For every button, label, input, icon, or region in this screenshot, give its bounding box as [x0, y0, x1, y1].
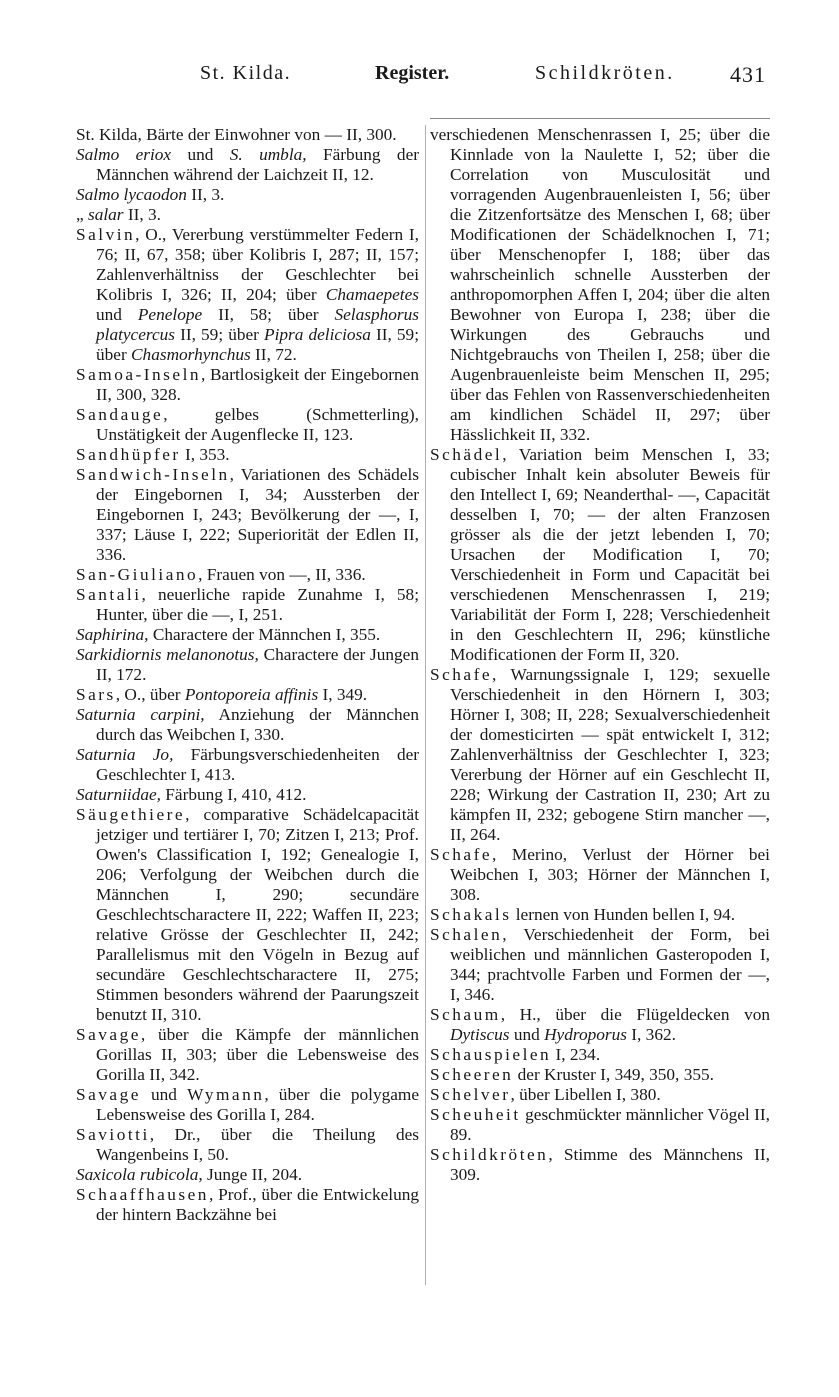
- entry-text: , neuerliche rapide Zunahme I, 58; Hunter, über die —, I, 251.: [96, 585, 419, 624]
- header-right-keyword: Schildkröten.: [535, 62, 675, 84]
- entry-text: „: [76, 205, 88, 224]
- entry-text: , O., Vererbung verstümmelter Federn I, 76; II, 67, 358; über Kolibris I, 287; II, 157; Zahlenverhältniss der Geschlechter bei Kolibris I, 326; II, 204; über: [96, 225, 419, 304]
- italic-term: Salmo lycaodon: [76, 185, 187, 204]
- index-entry: [76, 185, 419, 205]
- italic-term: S. umbla,: [229, 145, 307, 164]
- page-number: 431: [730, 62, 766, 87]
- entry-text: lernen von Hunden bellen I, 94.: [511, 905, 736, 924]
- entry-keyword: Scheuheit: [430, 1105, 521, 1124]
- index-entry: [430, 1145, 770, 1185]
- index-entry: [430, 1065, 770, 1085]
- entry-text: Junge II, 204.: [202, 1165, 303, 1184]
- entry-keyword: Schaum: [430, 1005, 501, 1024]
- entry-keyword: Wymann: [187, 1085, 265, 1104]
- entry-text: , Stimme des Männchens II, 309.: [450, 1145, 770, 1184]
- entry-text: und: [509, 1025, 545, 1044]
- entry-keyword: Santali: [76, 585, 142, 604]
- entry-text: geschmückter männlicher Vögel II, 89.: [450, 1105, 770, 1144]
- entry-text: der Kruster I, 349, 350, 355.: [513, 1065, 714, 1084]
- index-entry: [76, 365, 419, 405]
- index-entry: [76, 1025, 419, 1085]
- index-entry: [430, 665, 770, 845]
- entry-text: St. Kilda, Bärte der Einwohner von — II, 300.: [76, 125, 397, 144]
- entry-text: Charactere der Jungen II, 172.: [96, 645, 419, 684]
- index-column-right: [430, 125, 770, 1185]
- entry-text: , Merino, Verlust der Hörner bei Weibchen I, 303; Hörner der Männchen I, 308.: [450, 845, 770, 904]
- index-entry: [430, 125, 770, 445]
- index-entry: [76, 1125, 419, 1165]
- italic-term: Pipra deliciosa: [264, 325, 371, 344]
- entry-keyword: Schauspielen: [430, 1045, 552, 1064]
- entry-text: verschiedenen Menschenrassen I, 25; über die Kinnlade von la Naulette I, 52; über die Correlation von Musculosität und vorragenden Augenbrauenleisten I, 56; über die Zitzenfortsätze des Menschen I, 68; über Modificationen der Schädelknochen I, 71; über Menschenopfer I, 188; über das wahrscheinlich schnelle Aussterben der anthropomorphen Affen I, 204; über die alten Bewohner von Europa I, 238; über die Wirkungen des Gebrauchs und Nichtgebrauchs von Theilen I, 258; über die Augenbrauenleiste beim Menschen II, 295; über das Fehlen von Rassenverschiedenheiten am kindlichen Schädel II, 297; über Hässlichkeit II, 332.: [430, 125, 770, 444]
- entry-keyword: San-Giuliano: [76, 565, 199, 584]
- entry-text: , H., über die Flügeldecken von: [500, 1005, 770, 1024]
- italic-term: Saturnia Jo,: [76, 745, 174, 764]
- index-entry: [430, 1005, 770, 1045]
- index-entry: [76, 1185, 419, 1225]
- index-entry: [76, 465, 419, 565]
- header-section-title: Register.: [375, 62, 450, 84]
- entry-text: I, 353.: [180, 445, 230, 464]
- index-entry: [76, 1165, 419, 1185]
- index-entry: [430, 1105, 770, 1145]
- italic-term: Dytiscus: [450, 1025, 510, 1044]
- entry-text: , Warnungssignale I, 129; sexuelle Verschiedenheit in den Hörnern I, 303; Hörner I, 308; II, 228; Sexualverschiedenheit der domesticirten — spät entwickelt I, 312; Zahlenverhältniss der Geschlechter I, 323; Vererbung der Hörner auf ein Geschlecht II, 228; Wirkung der Castration II, 230; Art zu kämpfen II, 232; gebogene Stirn mancher —, II, 264.: [450, 665, 770, 844]
- entry-text: , über Libellen I, 380.: [510, 1085, 661, 1104]
- italic-term: Saturnia carpini,: [76, 705, 205, 724]
- index-entry: [76, 225, 419, 365]
- italic-term: Saphirina,: [76, 625, 149, 644]
- entry-text: , Dr., über die Theilung des Wangenbeins I, 50.: [96, 1125, 419, 1164]
- entry-text: Anziehung der Männchen durch das Weibchen I, 330.: [96, 705, 419, 744]
- entry-keyword: Schalen: [430, 925, 503, 944]
- column-divider: [425, 125, 426, 1285]
- italic-term: Chasmorhynchus: [131, 345, 251, 364]
- index-entry: [76, 805, 419, 1025]
- entry-text: Charactere der Männchen I, 355.: [148, 625, 381, 644]
- entry-keyword: Schildkröten: [430, 1145, 549, 1164]
- entry-text: , Verschiedenheit der Form, bei weiblichen und männlichen Gasteropoden I, 344; prachtvolle Farben und Formen der —, I, 346.: [450, 925, 770, 1004]
- entry-text: , Bartlosigkeit der Eingebornen II, 300, 328.: [96, 365, 419, 404]
- entry-text: , Variation beim Menschen I, 33; cubischer Inhalt kein absoluter Beweis für den Intellect I, 69; Neanderthal- —, Capacität desselben I, 70; — der alten Franzosen grösser als die der jetzt lebenden I, 70; Ursachen der Modification I, 70; Verschiedenheit in Form und Capacität bei verschiedenen Menschenrassen I, 219; Variabilität der Form I, 228; Verschiedenheit in den Geschlechtern II, 296; künstliche Modificationen der Form II, 320.: [450, 445, 770, 664]
- entry-keyword: Savage: [76, 1025, 141, 1044]
- entry-text: Färbungsverschiedenheiten der Geschlechter I, 413.: [96, 745, 420, 784]
- entry-text: , Frauen von —, II, 336.: [198, 565, 366, 584]
- index-entry: [430, 925, 770, 1005]
- entry-text: , Prof., über die Entwickelung der hintern Backzähne bei: [96, 1185, 419, 1224]
- entry-text: II, 3.: [123, 205, 161, 224]
- index-entry: [76, 125, 419, 145]
- entry-text: II, 59; über: [96, 325, 419, 364]
- index-entry: [430, 905, 770, 925]
- entry-keyword: Schelver: [430, 1085, 511, 1104]
- index-entry: [430, 1045, 770, 1065]
- entry-text: , Variationen des Schädels der Eingebornen I, 34; Aussterben der Eingebornen I, 243; Bevölkerung der —, I, 337; Läuse I, 222; Superiorität der Edlen II, 336.: [96, 465, 419, 564]
- entry-text: , comparative Schädelcapacität jetziger und tertiärer I, 70; Zitzen I, 213; Prof. Owen's Classification I, 192; Genealogie I, 206; Verfolgung der Weibchen durch die Männchen I, 290; secundäre Geschlechtscharactere II, 222; Waffen II, 223; relative Grösse der Geschlechter II, 242; Parallelismus mit den Vögeln in Bezug auf secundäre Geschlechtscharactere II, 275; Stimmen besonders während der Paarungszeit benutzt II, 310.: [96, 805, 419, 1024]
- entry-keyword: Sandauge: [76, 405, 164, 424]
- index-entry: [76, 205, 419, 225]
- entry-keyword: Schakals: [430, 905, 512, 924]
- index-entry: [76, 405, 419, 445]
- italic-term: Sarkidiornis melanonotus,: [76, 645, 259, 664]
- index-entry: [76, 785, 419, 805]
- entry-text: I, 349.: [318, 685, 368, 704]
- index-entry: [430, 1085, 770, 1105]
- index-entry: [76, 645, 419, 685]
- italic-term: Penelope: [137, 305, 203, 324]
- entry-keyword: Schafe: [430, 845, 493, 864]
- index-entry: [76, 625, 419, 645]
- italic-term: Pontoporeia affinis: [184, 685, 319, 704]
- index-entry: [76, 445, 419, 465]
- header-rule: [430, 118, 770, 119]
- entry-keyword: Säugethiere: [76, 805, 186, 824]
- italic-term: Hydroporus: [544, 1025, 627, 1044]
- entry-text: Färbung I, 410, 412.: [160, 785, 307, 804]
- entry-text: , über die polygame Lebensweise des Gorilla I, 284.: [96, 1085, 420, 1124]
- index-entry: [76, 745, 419, 785]
- entry-text: Färbung der Männchen während der Laichzeit II, 12.: [96, 145, 419, 184]
- entry-text: I, 234.: [551, 1045, 601, 1064]
- entry-text: II, 58; über: [202, 305, 335, 324]
- italic-term: Chamaepetes: [325, 285, 419, 304]
- entry-keyword: Samoa-Inseln: [76, 365, 202, 384]
- header-left-keyword: St. Kilda.: [200, 62, 292, 84]
- entry-keyword: Sandwich-Inseln: [76, 465, 230, 484]
- italic-term: Saxicola rubicola,: [76, 1165, 203, 1184]
- entry-text: II, 72.: [250, 345, 297, 364]
- italic-term: Salmo eriox: [76, 145, 172, 164]
- index-entry: [76, 705, 419, 745]
- index-entry: [76, 1085, 419, 1125]
- entry-text: und: [140, 1085, 188, 1104]
- index-entry: [76, 145, 419, 185]
- italic-term: Selasphorus platycercus: [96, 305, 419, 344]
- entry-keyword: Sandhüpfer: [76, 445, 181, 464]
- entry-text: II, 59; über: [175, 325, 265, 344]
- index-entry: [430, 445, 770, 665]
- entry-keyword: Schafe: [430, 665, 493, 684]
- index-entry: [76, 585, 419, 625]
- entry-text: und: [171, 145, 230, 164]
- index-entry: [76, 565, 419, 585]
- entry-text: und: [96, 305, 138, 324]
- entry-text: , über die Kämpfe der männlichen Gorillas II, 303; über die Lebensweise des Gorilla II, 342.: [96, 1025, 419, 1084]
- italic-term: salar: [88, 205, 124, 224]
- entry-text: , gelbes (Schmetterling), Unstätigkeit der Augenflecke II, 123.: [96, 405, 419, 444]
- entry-text: I, 362.: [626, 1025, 676, 1044]
- entry-keyword: Saviotti: [76, 1125, 150, 1144]
- entry-keyword: Savage: [76, 1085, 141, 1104]
- index-entry: [430, 845, 770, 905]
- index-column-left: [76, 125, 419, 1225]
- entry-keyword: Scheeren: [430, 1065, 514, 1084]
- index-entry: [76, 685, 419, 705]
- entry-text: , O., über: [115, 685, 185, 704]
- entry-keyword: Sars: [76, 685, 116, 704]
- entry-keyword: Schaaffhausen: [76, 1185, 209, 1204]
- entry-keyword: Salvin: [76, 225, 136, 244]
- entry-keyword: Schädel: [430, 445, 503, 464]
- entry-text: II, 3.: [186, 185, 225, 204]
- italic-term: Saturniidae,: [76, 785, 161, 804]
- running-header: [0, 62, 839, 92]
